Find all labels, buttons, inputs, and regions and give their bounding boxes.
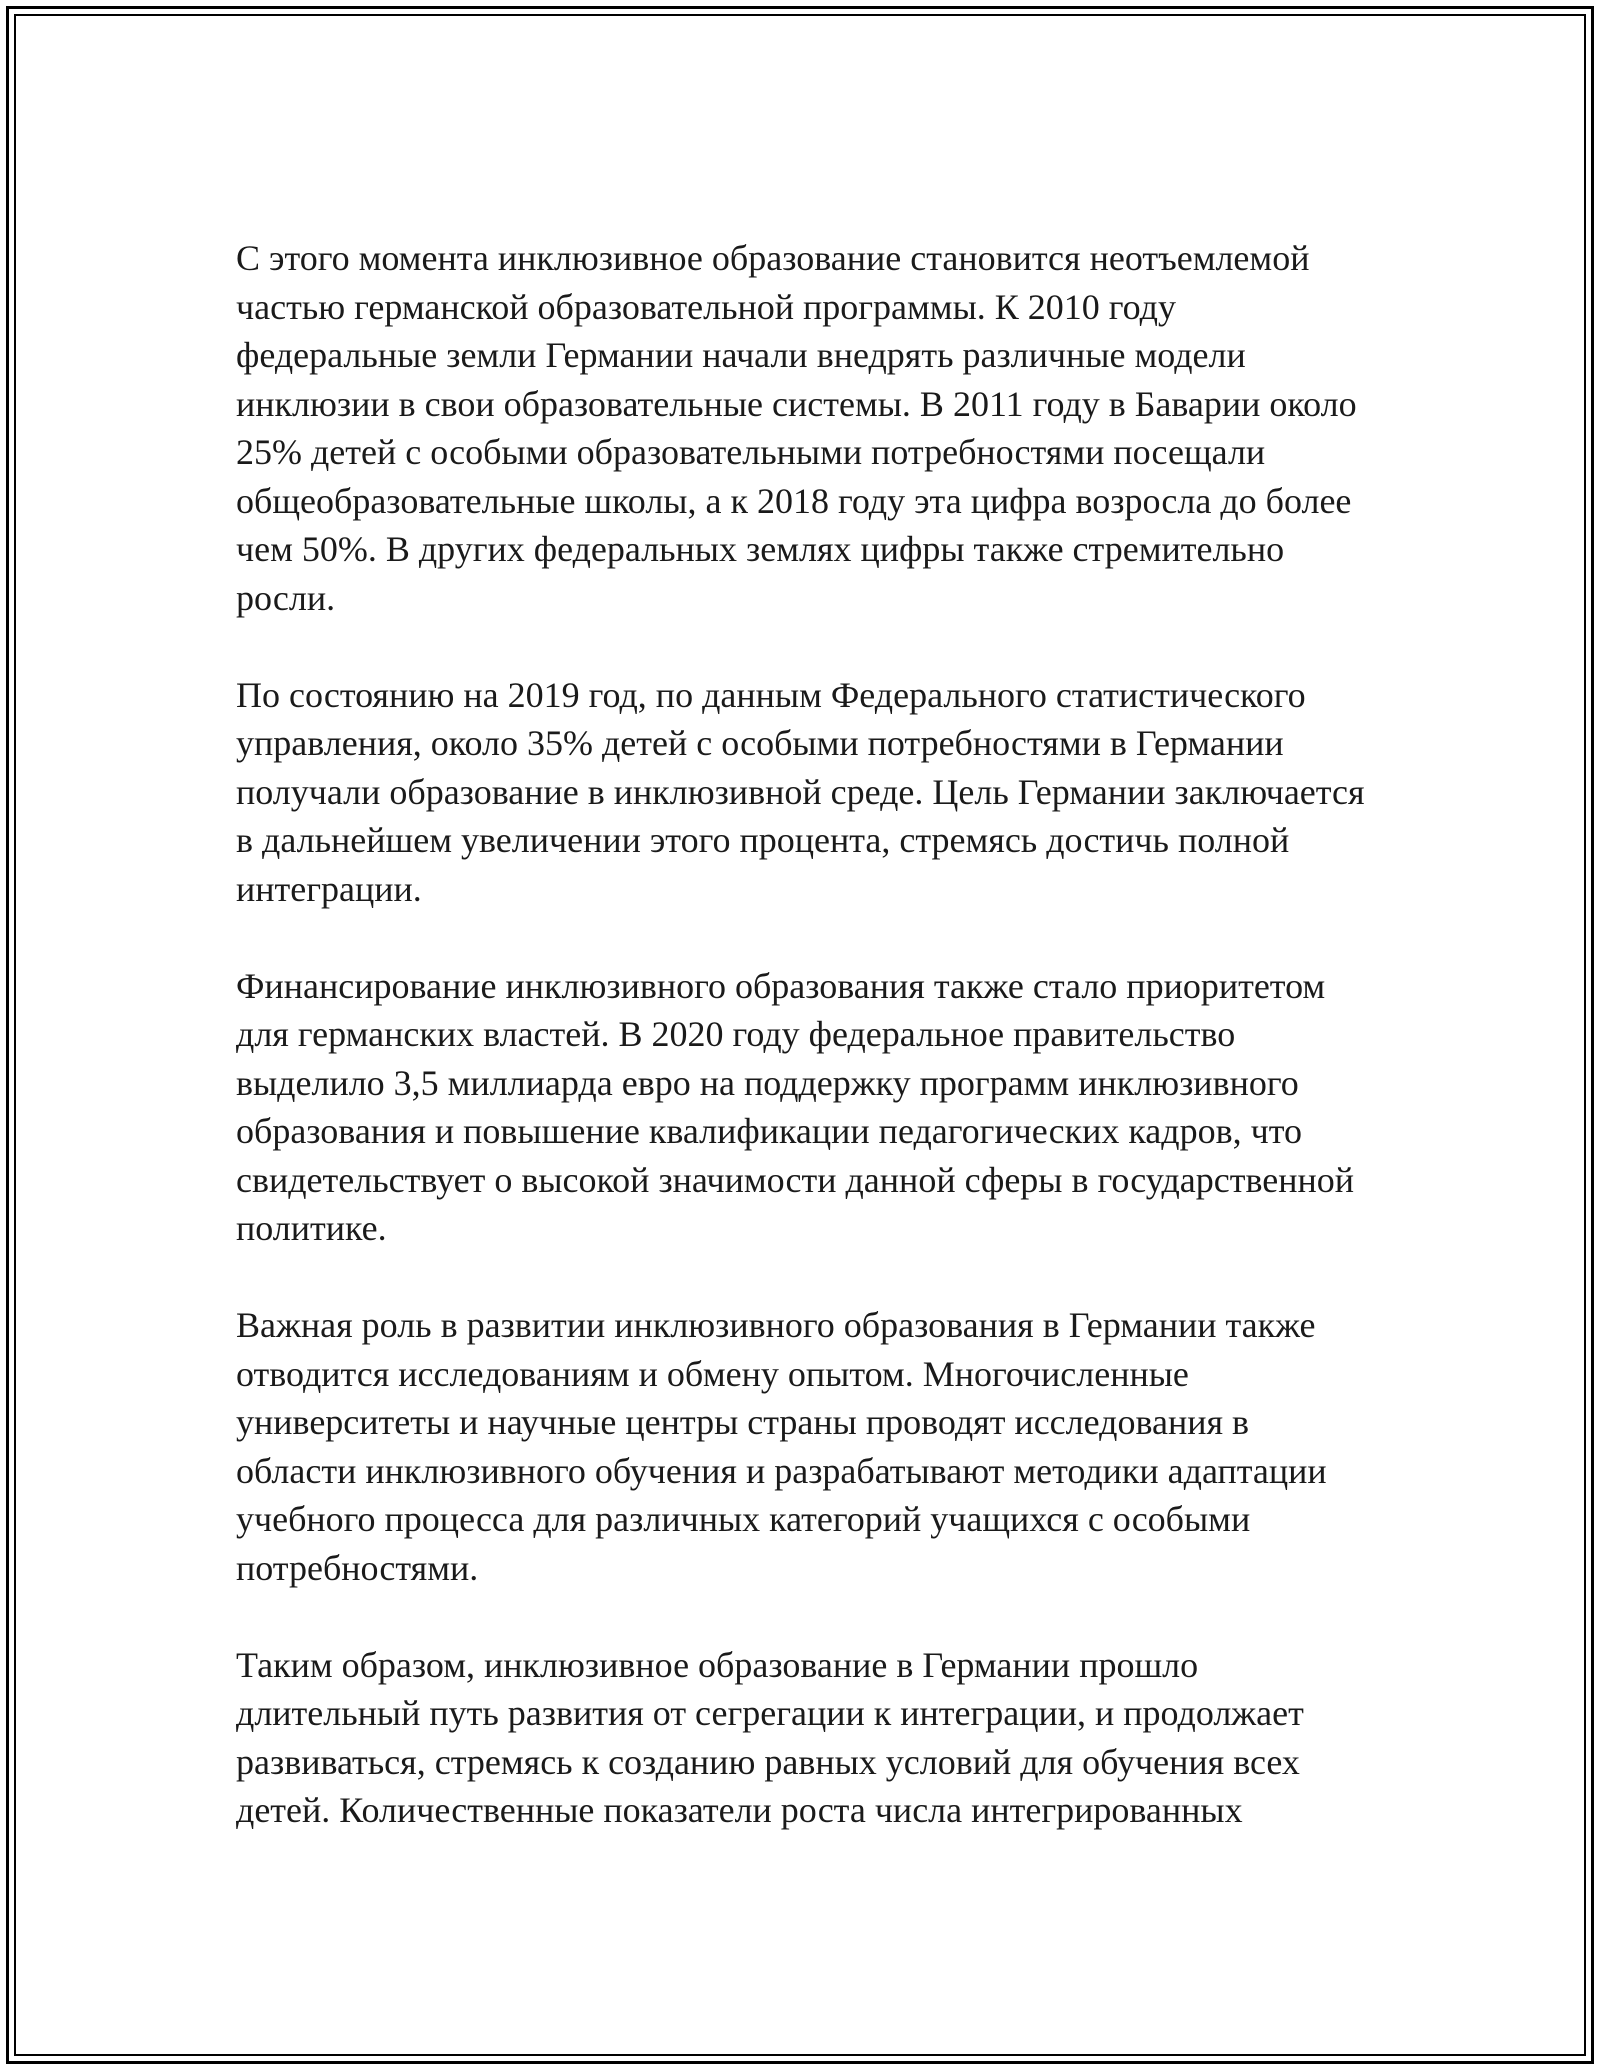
paragraph-4: Важная роль в развитии инклюзивного образования в Германии также отводится исследованиям и обмену опытом. Многочисленные университеты и научные центры страны проводят исследования в области инклюзивного обучения и разрабатывают методики адаптации учебного процесса для различных категорий учащихся с особыми потребностями. [236, 1305, 1327, 1588]
document-body [236, 234, 1366, 1835]
paragraph-1: С этого момента инклюзивное образование становится неотъемлемой частью германской образовательной программы. К 2010 году федеральные земли Германии начали внедрять различные модели инклюзии в свои образовательные системы. В 2011 году в Баварии около 25% детей с особыми образовательными потребностями посещали общеобразовательные школы, а к 2018 году эта цифра возросла до более чем 50%. В других федеральных землях цифры также стремительно росли. [236, 238, 1357, 618]
paragraph-3: Финансирование инклюзивного образования также стало приоритетом для германских властей. В 2020 году федеральное правительство выделило 3,5 миллиарда евро на поддержку программ инклюзивного образования и повышение квалификации педагогических кадров, что свидетельствует о высокой значимости данной сферы в государственной политике. [236, 965, 1355, 1248]
paragraph-2: По состоянию на 2019 год, по данным Федерального статистического управления, около 35% детей с особыми потребностями в Германии получали образование в инклюзивной среде. Цель Германии заключается в дальнейшем увеличении этого процента, стремясь достичь полной интеграции. [236, 674, 1365, 909]
paragraph-5: Таким образом, инклюзивное образование в Германии прошло длительный путь развития от сегрегации к интеграции, и продолжает развиваться, стремясь к созданию равных условий для обучения всех детей. Количественные показатели роста числа интегрированных [236, 1644, 1304, 1830]
